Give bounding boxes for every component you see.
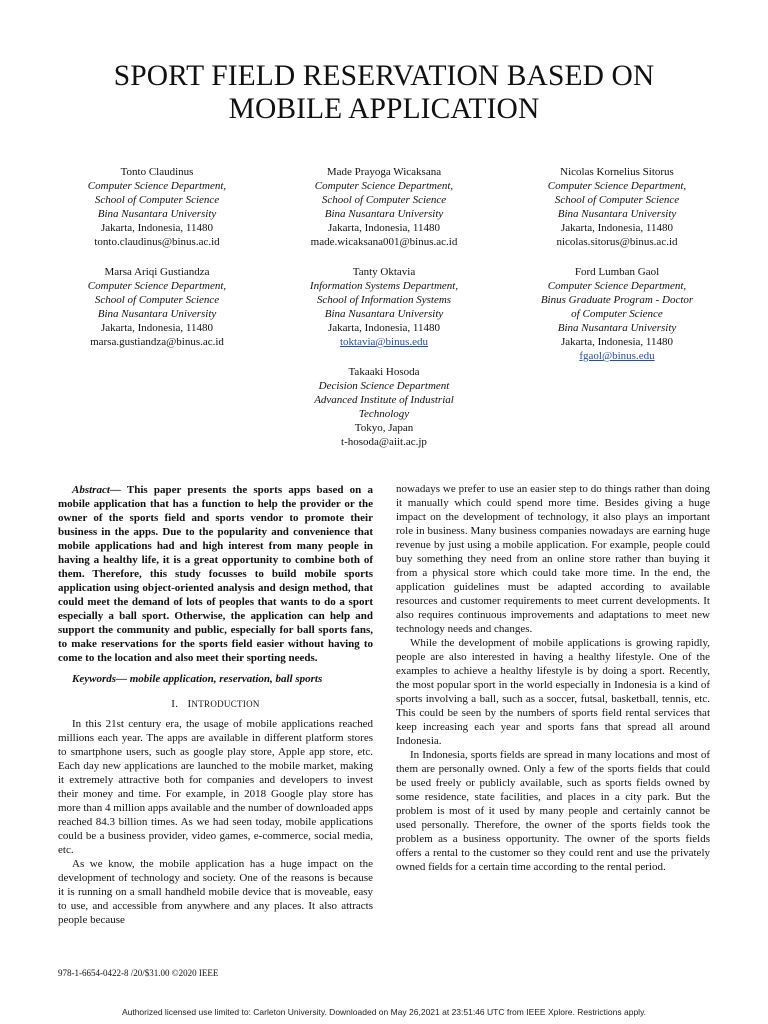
author-affiliation: Bina Nusantara University (97, 208, 217, 220)
author-affiliation: Binus Graduate Program - Doctor (540, 294, 694, 306)
author-affiliation: School of Computer Science (94, 294, 220, 306)
author-affiliation: Advanced Institute of Industrial (314, 394, 454, 406)
author-name: Tonto Claudinus (120, 166, 194, 178)
author-name: Nicolas Kornelius Sitorus (560, 166, 674, 178)
section-title-rest: NTRODUCTION (191, 699, 260, 709)
author-email: t-hosoda@aiit.ac.jp (341, 436, 427, 448)
author-block (269, 265, 499, 349)
author-name: Made Prayoga Wicaksana (326, 166, 442, 178)
author-location: Jakarta, Indonesia, 11480 (327, 222, 440, 234)
author-location: Jakarta, Indonesia, 11480 (100, 322, 213, 334)
title-line-2: MOBILE APPLICATION (228, 93, 540, 125)
author-affiliation: School of Computer Science (321, 194, 447, 206)
author-block (269, 365, 499, 449)
author-location: Jakarta, Indonesia, 11480 (100, 222, 213, 234)
author-affiliation: School of Computer Science (554, 194, 680, 206)
author-email-link[interactable]: toktavia@binus.edu (339, 336, 429, 348)
author-block (502, 165, 732, 249)
section-number: I. (171, 698, 179, 710)
author-affiliation: Bina Nusantara University (324, 208, 444, 220)
author-affiliation: School of Computer Science (94, 194, 220, 206)
author-affiliation: Bina Nusantara University (557, 322, 677, 334)
author-name: Ford Lumban Gaol (574, 266, 660, 278)
author-email: nicolas.sitorus@binus.ac.id (556, 236, 678, 248)
author-location: Jakarta, Indonesia, 11480 (560, 222, 673, 234)
abstract-text: This paper presents the sports apps based on a mobile application that has a function to help the provider or the owner of the sports field and sports vendor to promote their business in the apps. Due to the popularity and convenience that mobile applications had and high interest from many people in having a healthy life, it is a great opportunity to combine both of them. Therefore, this study focusses to build mobile sports application using object-oriented analysis and design method, that could meet the demand of lots of peoples that wants to do a sport especially a ball sport. Otherwise, the application can help and support the community and public, especially for ball sports fans, to make reservations for the sports field easier without having to come to the location and also meet their sporting needs. (58, 484, 373, 664)
title-line-1: SPORT FIELD RESERVATION BASED ON (113, 60, 655, 92)
author-block (502, 265, 732, 363)
author-location: Jakarta, Indonesia, 11480 (560, 336, 673, 348)
author-block (269, 165, 499, 249)
keywords: Keywords— mobile application, reservation, ball sports (72, 673, 323, 685)
author-email: made.wicaksana001@binus.ac.id (310, 236, 458, 248)
author-location: Tokyo, Japan (354, 422, 414, 434)
author-affiliation: Computer Science Department, (547, 180, 687, 192)
author-block (42, 265, 272, 349)
author-affiliation: Bina Nusantara University (324, 308, 444, 320)
author-affiliation: of Computer Science (571, 308, 663, 320)
abstract-label: Abstract— (72, 484, 121, 496)
author-block (42, 165, 272, 249)
section-heading (58, 697, 373, 711)
author-name: Takaaki Hosoda (348, 366, 420, 378)
author-name: Marsa Ariqi Gustiandza (104, 266, 210, 278)
author-affiliation: Bina Nusantara University (557, 208, 677, 220)
copyright-notice: 978-1-6654-0422-8 /20/$31.00 ©2020 IEEE (58, 968, 219, 978)
author-affiliation: School of Information Systems (316, 294, 452, 306)
author-name: Tanty Oktavia (352, 266, 416, 278)
body-paragraph: In this 21st century era, the usage of mobile applications reached millions each year. The apps are available in different platform stores to smartphone users, such as google play store, Apple app store, etc. Each day new applications are launched to the mobile market, making it extremely attractive both for companies and developers to invest their money and time. For example, in 2018 Google play store has more than 4 million apps available and the number of downloaded apps reached 84.3 billion times. As we had seen today, mobile applications could be a business provider, video games, e-commerce, social media, etc. (58, 718, 373, 856)
author-affiliation: Technology (358, 408, 410, 420)
license-notice: Authorized licensed use limited to: Carleton University. Downloaded on May 26,2021 at 23:51:46 UTC from IEEE Xplore. Restrictions apply. (121, 1007, 647, 1017)
author-affiliation: Computer Science Department, (314, 180, 454, 192)
author-affiliation: Bina Nusantara University (97, 308, 217, 320)
body-paragraph: In Indonesia, sports fields are spread in many locations and most of them are personally owned. Only a few of the sports fields that could be used freely or publicly available, such as sports fields owned by some residence, state facilities, and places in a city park. But the problem is most of it used by many people and certainly cannot be used personally. Therefore, the owner of the sports fields took the problem as a business opportunity. The owner of the sports fields offers a rental to the customer so they could rent and use the privately owned fields for a certain time according to the rental period. (396, 749, 710, 873)
right-column (396, 482, 710, 874)
author-affiliation: Information Systems Department, (309, 280, 459, 292)
author-email-link[interactable]: fgaol@binus.edu (579, 350, 655, 362)
author-affiliation: Computer Science Department, (87, 180, 227, 192)
author-affiliation: Computer Science Department, (87, 280, 227, 292)
author-location: Jakarta, Indonesia, 11480 (327, 322, 440, 334)
left-column (58, 483, 373, 927)
body-paragraph: While the development of mobile applications is growing rapidly, people are also interested in having a healthy lifestyle. One of the examples to achieve a healthy lifestyle is by doing a sport. Recently, the most popular sport in the world especially in Indonesia is a kind of sports involving a ball, such as a soccer, futsal, basketball, tennis, etc. This could be seen by the numbers of sports field rental services that keep increasing each year and sports fans that spread all around Indonesia. (396, 637, 710, 747)
author-email: marsa.gustiandza@binus.ac.id (90, 336, 224, 348)
body-paragraph: As we know, the mobile application has a huge impact on the development of technology and society. One of the reasons is because it is running on a small handheld mobile device that is moveable, easy to use, and accessible from anywhere and any places. It also attracts people because (58, 858, 373, 926)
author-email: tonto.claudinus@binus.ac.id (94, 236, 220, 248)
body-paragraph: nowadays we prefer to use an easier step to do things rather than doing it manually which could spend more time. Besides giving a huge impact on the development of technology, it also plays an important role in business. Many business companies nowadays are earning huge revenue by just using a mobile application. For example, people could buy something they need from an online store rather than buying it from a physical store which could take more time. In the end, the application guidelines must be adapted according to available resources and customer requirements to meet current developments. It also requires continuous improvements and adaptations to meet new technology needs and changes. (396, 483, 710, 635)
author-affiliation: Decision Science Department (318, 380, 450, 392)
abstract (58, 483, 373, 665)
paper-title (40, 60, 728, 126)
author-affiliation: Computer Science Department, (547, 280, 687, 292)
section-title-initial: I (187, 698, 192, 710)
